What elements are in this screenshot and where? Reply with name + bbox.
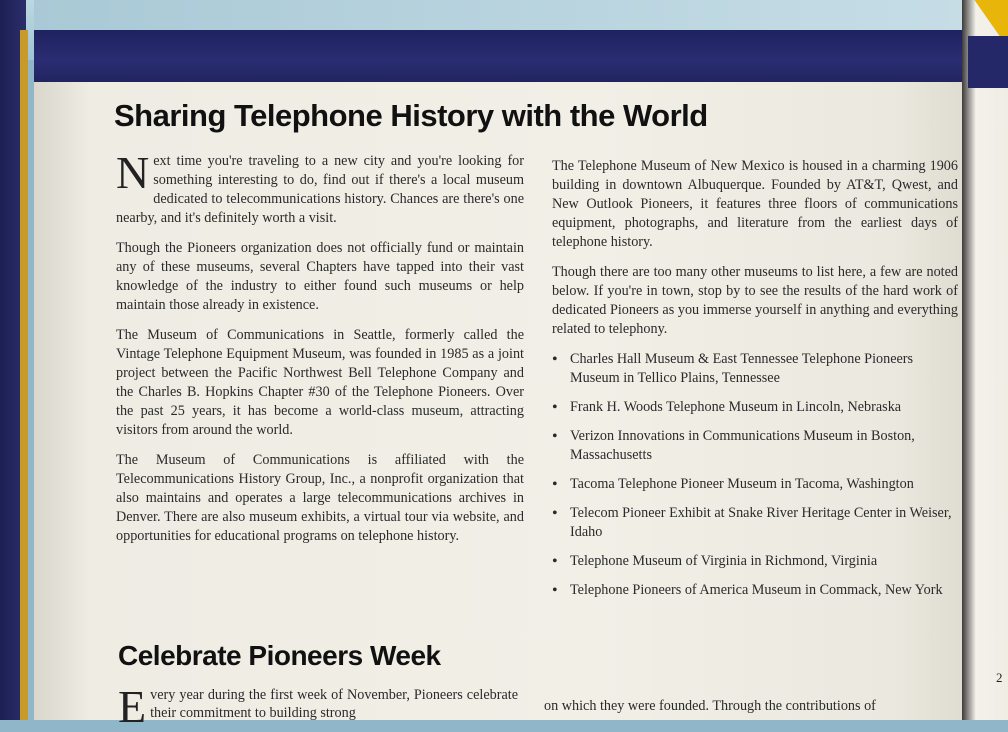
museum-list-item: • Frank H. Woods Telephone Museum in Lincoln, Nebraska xyxy=(552,398,958,417)
left-paragraph-3: The Museum of Communications in Seattle, formerly called the Vintage Telephone Equipment Museum, was founded in 1985 as a joint project between the Pacific Northwest Bell Telephone Company and the Charles B. Hopkins Chapter #30 of the Telephone Pioneers. Over the past 25 years, it has become a world-class museum, attracting visitors from around the world. xyxy=(116,327,524,438)
right-paragraph-1: The Telephone Museum of New Mexico is housed in a charming 1906 building in downtown Albuquerque. Founded by AT&T, Qwest, and New Outlook Pioneers, it features three floors of communications equipment, photographs, and literature from the earliest days of telephone history. xyxy=(552,158,958,250)
museum-list-item: • Tacoma Telephone Pioneer Museum in Tacoma, Washington xyxy=(552,475,958,494)
page-top-strip xyxy=(34,0,968,30)
bottom-right-paragraph: on which they were founded. Through the contributions of xyxy=(544,698,876,714)
left-paragraph-4: The Museum of Communications is affiliated with the Telecommunications History Group, Inc., a nonprofit organization that also maintains and operates a large telecommunications archives in Denver. There are also museum exhibits, a virtual tour via website, and opportunities for educational programs on telephone history. xyxy=(116,452,524,544)
header-navy-band xyxy=(34,30,968,82)
bottom-left-text: very year during the first week of November, Pioneers celebrate their commitment to building strong xyxy=(150,687,518,721)
page-number: 2 xyxy=(996,670,1003,685)
museum-list-item: • Telephone Pioneers of America Museum in Commack, New York xyxy=(552,581,958,600)
right-paragraph-2: Though there are too many other museums to list here, a few are noted below. If you're in town, stop by to see the results of the hard work of dedicated Pioneers as you immerse yourself in anything and everything related to telephony. xyxy=(552,264,958,337)
right-facing-page xyxy=(962,0,1008,720)
article-title: Sharing Telephone History with the World xyxy=(114,98,708,133)
right-navy-band xyxy=(968,36,1008,88)
museum-list-item: • Verizon Innovations in Communications Museum in Boston, Massachusetts xyxy=(552,427,958,465)
left-paragraph-1 xyxy=(116,147,524,228)
drop-cap: N xyxy=(116,147,150,198)
museum-list-item: • Charles Hall Museum & East Tennessee Telephone Pioneers Museum in Tellico Plains, Tennessee xyxy=(552,350,958,388)
left-gold-edge xyxy=(20,30,28,720)
left-paragraph-2: Though the Pioneers organization does not officially fund or maintain any of these museums, several Chapters have tapped into their vast knowledge of the industry to either found such museums or help maintain those already in existence. xyxy=(116,240,524,313)
drop-cap: E xyxy=(118,681,147,732)
left-paragraph-1-text: ext time you're traveling to a new city and you're looking for something interesting to do, find out if there's a local museum dedicated to telecommunications history. Chances are there's one nearby, and it's definitely worth a visit. xyxy=(116,153,524,226)
bottom-left-paragraph xyxy=(118,681,518,732)
museum-list-item: • Telecom Pioneer Exhibit at Snake River Heritage Center in Weiser, Idaho xyxy=(552,504,958,542)
museum-list-item: • Telephone Museum of Virginia in Richmond, Virginia xyxy=(552,552,958,571)
museum-list xyxy=(552,350,958,600)
left-column xyxy=(116,147,524,557)
right-column xyxy=(552,157,958,610)
section-title: Celebrate Pioneers Week xyxy=(118,640,441,671)
